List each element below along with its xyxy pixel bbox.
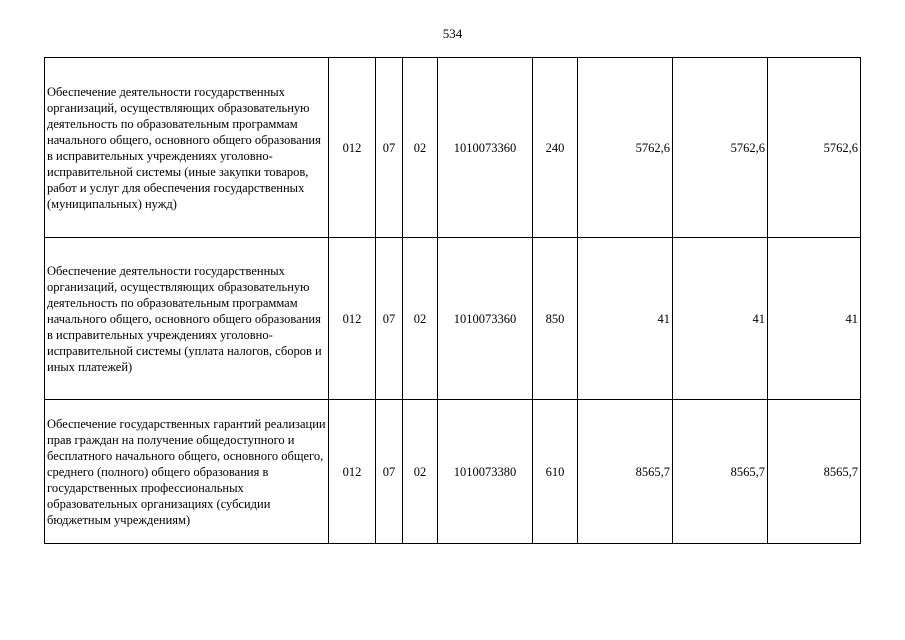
- amount-cell: 41: [768, 238, 861, 400]
- section-code: 07: [376, 400, 403, 544]
- page-number: 534: [442, 26, 463, 41]
- target-article-code: 1010073360: [438, 58, 533, 238]
- subsection-code: 02: [403, 400, 438, 544]
- expense-type-code: 850: [533, 238, 578, 400]
- amount-cell: 8565,7: [768, 400, 861, 544]
- amount-cell: 41: [578, 238, 673, 400]
- subsection-code: 02: [403, 58, 438, 238]
- amount-cell: 8565,7: [578, 400, 673, 544]
- ministry-code: 012: [329, 238, 376, 400]
- expense-type-code: 240: [533, 58, 578, 238]
- row-description: Обеспечение деятельности государственных организаций, осуществляющих образовательную деятельность по образовательным программам начального общего, основного общего образования в исправительных учреждениях уголовно-исправительной системы (уплата налогов, сборов и иных платежей): [45, 238, 329, 400]
- section-code: 07: [376, 238, 403, 400]
- amount-cell: 5762,6: [768, 58, 861, 238]
- ministry-code: 012: [329, 58, 376, 238]
- amount-cell: 5762,6: [578, 58, 673, 238]
- ministry-code: 012: [329, 400, 376, 544]
- target-article-code: 1010073360: [438, 238, 533, 400]
- table-row: [45, 400, 861, 544]
- target-article-code: 1010073380: [438, 400, 533, 544]
- row-description: Обеспечение деятельности государственных организаций, осуществляющих образовательную деятельность по образовательным программам начального общего, основного общего образования в исправительных учреждениях уголовно-исправительной системы (иные закупки товаров, работ и услуг для обеспечения государственных (муниципальных) нужд): [45, 58, 329, 238]
- expense-type-code: 610: [533, 400, 578, 544]
- amount-cell: 5762,6: [673, 58, 768, 238]
- section-code: 07: [376, 58, 403, 238]
- table-row: [45, 58, 861, 238]
- subsection-code: 02: [403, 238, 438, 400]
- table-row: [45, 238, 861, 400]
- amount-cell: 41: [673, 238, 768, 400]
- row-description: Обеспечение государственных гарантий реализации прав граждан на получение общедоступного и бесплатного начального общего, основного общего, среднего (полного) общего образования в государственных профессиональных образовательных организациях (субсидии бюджетным учреждениям): [45, 400, 329, 544]
- amount-cell: 8565,7: [673, 400, 768, 544]
- budget-table: [44, 57, 861, 544]
